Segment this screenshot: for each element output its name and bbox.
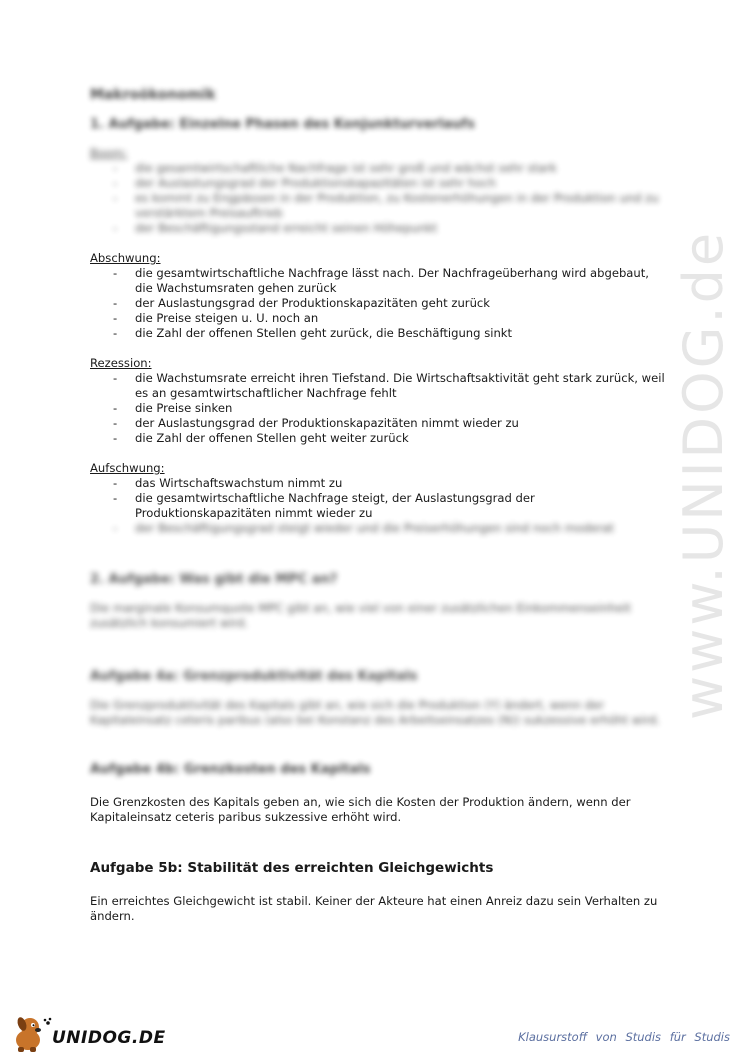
list-item: - die Wachstumsrate erreicht ihren Tiefstand. Die Wirtschaftsaktivität geht stark zurück, weil es an gesamtwirtschaftlicher Nachfrage fehlt (90, 371, 670, 401)
section-aufgabe4b (90, 762, 670, 825)
section-title: Boom: (90, 146, 128, 160)
aufgabe4b-text: Die Grenzkosten des Kapitals geben an, wie sich die Kosten der Produktion ändern, wenn der Kapitaleinsatz ceteris paribus sukzessive erhöht wird. (90, 795, 631, 824)
list-item: - es kommt zu Engpässen in der Produktion, zu Kostenerhöhungen in der Produktion und zu verstärktem Preisauftrieb (90, 191, 670, 221)
section-title: Aufschwung: (90, 461, 165, 475)
list-item: - der Beschäftigungsgrad steigt wieder und die Preiserhöhungen sind noch moderat (90, 521, 670, 536)
aufgabe4a-heading: Aufgabe 4a: Grenzproduktivität des Kapitals (90, 669, 418, 684)
section-aufschwung (90, 461, 670, 536)
aufgabe5b-text: Ein erreichtes Gleichgewicht ist stabil. Keiner der Akteure hat einen Anreiz dazu sein Verhalten zu ändern. (90, 894, 658, 923)
list-item: - die Zahl der offenen Stellen geht zurück, die Beschäftigung sinkt (90, 326, 670, 341)
bullet-list (90, 161, 670, 236)
document-title: Makroökonomik (90, 87, 216, 103)
watermark: www.UNIDOG.de (672, 229, 735, 720)
logo-text: UNIDOG.DE (52, 1028, 166, 1048)
bullet-list (90, 476, 670, 536)
list-item: - der Auslastungsgrad der Produktionskapazitäten geht zurück (90, 296, 670, 311)
list-item: - die Zahl der offenen Stellen geht weiter zurück (90, 431, 670, 446)
list-item: - das Wirtschaftswachstum nimmt zu (90, 476, 670, 491)
document-body (90, 88, 670, 924)
list-item: - die gesamtwirtschaftliche Nachfrage lässt nach. Der Nachfrageüberhang wird abgebaut, die Wachstumsraten gehen zurück (90, 266, 670, 296)
section-aufgabe2 (90, 572, 670, 631)
list-item: - der Auslastungsgrad der Produktionskapazitäten nimmt wieder zu (90, 416, 670, 431)
section-abschwung (90, 251, 670, 341)
section-boom (90, 146, 670, 236)
aufgabe5b-heading: Aufgabe 5b: Stabilität des erreichten Gleichgewichts (90, 860, 494, 876)
dog-mascot-icon (8, 1014, 52, 1054)
section-title: Rezession: (90, 356, 152, 370)
list-item: - die Preise sinken (90, 401, 670, 416)
list-item: - der Beschäftigungsstand erreicht seinen Höhepunkt (90, 221, 670, 236)
section-aufgabe4a (90, 669, 670, 728)
list-item: - die gesamtwirtschaftliche Nachfrage steigt, der Auslastungsgrad der Produktionskapazitäten nimmt wieder zu (90, 491, 670, 521)
bullet-list (90, 266, 670, 341)
aufgabe1-heading: 1. Aufgabe: Einzelne Phasen des Konjunkturverlaufs (90, 117, 475, 132)
section-title: Abschwung: (90, 251, 161, 265)
aufgabe4b-heading: Aufgabe 4b: Grenzkosten des Kapitals (90, 762, 371, 777)
list-item: - der Auslastungsgrad der Produktionskapazitäten ist sehr hoch (90, 176, 670, 191)
aufgabe4a-text: Die Grenzproduktivität des Kapitals gibt an, wie sich die Produktion (Y) ändert, wenn der Kapitaleinsatz ceteris paribus (also bei Konstanz des Arbeitseinsatzes (N)) sukzessive erhöht wird. (90, 698, 661, 727)
aufgabe2-text: Die marginale Konsumquote MPC gibt an, wie viel von einer zusätzlichen Einkommenseinheit zusätzlich konsumiert wird. (90, 601, 631, 630)
aufgabe2-heading: 2. Aufgabe: Was gibt die MPC an? (90, 572, 338, 587)
list-item: - die Preise steigen u. U. noch an (90, 311, 670, 326)
bullet-list (90, 371, 670, 446)
list-item: - die gesamtwirtschaftliche Nachfrage ist sehr groß und wächst sehr stark (90, 161, 670, 176)
unidog-logo (8, 1014, 166, 1054)
section-aufgabe5b (90, 861, 670, 924)
footer-tagline: Klausurstoff von Studis für Studis (518, 1030, 730, 1044)
section-rezession (90, 356, 670, 446)
